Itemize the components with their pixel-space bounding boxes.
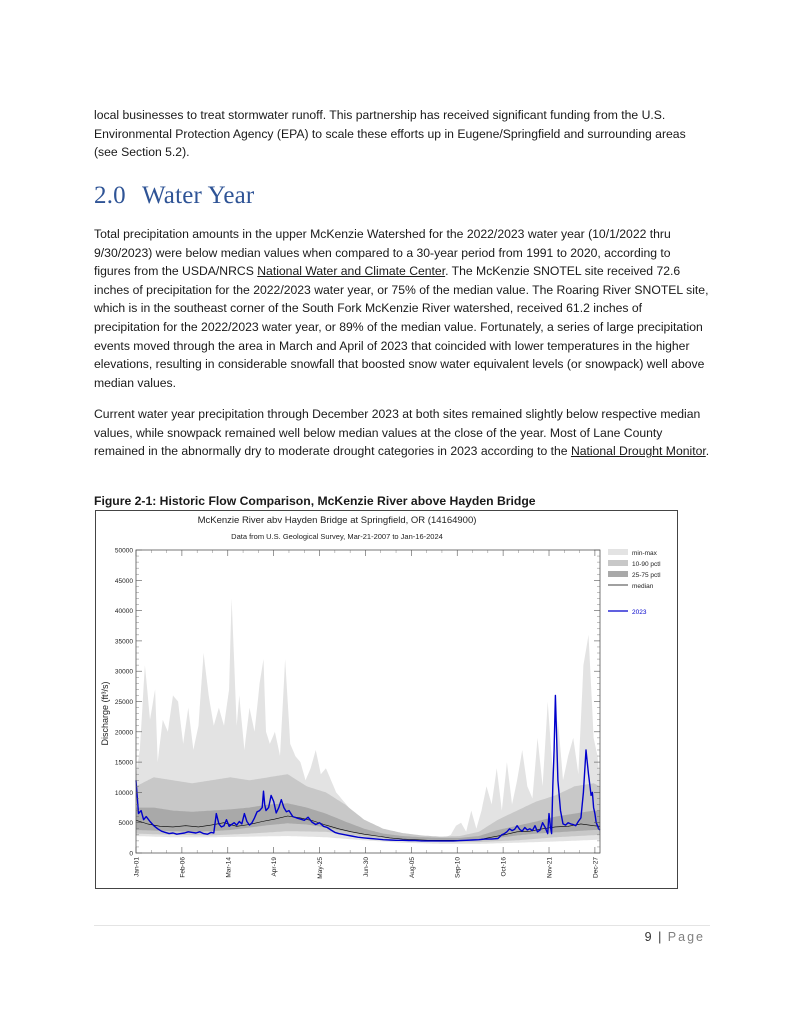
legend-label: 25-75 pctl bbox=[632, 572, 661, 579]
drought-paragraph bbox=[94, 405, 710, 461]
nwcc-link[interactable]: National Water and Climate Center bbox=[257, 264, 446, 279]
legend-label: median bbox=[632, 583, 654, 590]
x-tick-label: Mar-14 bbox=[225, 857, 233, 878]
figure-caption: Figure 2-1: Historic Flow Comparison, McKenzie River above Hayden Bridge bbox=[94, 494, 536, 508]
x-tick-label: Dec-27 bbox=[592, 857, 600, 878]
x-tick-label: Nov-21 bbox=[546, 857, 554, 878]
x-tick-label: Apr-19 bbox=[271, 857, 279, 877]
legend-swatch-2 bbox=[608, 560, 628, 566]
section-heading bbox=[94, 182, 254, 210]
drought-monitor-link[interactable]: National Drought Monitor bbox=[570, 444, 706, 459]
x-tick-label: Aug-05 bbox=[408, 857, 416, 878]
legend-swatch-1 bbox=[608, 549, 628, 555]
drought-text-b: . bbox=[705, 444, 710, 459]
footer-rule bbox=[94, 925, 710, 926]
chart-title: McKenzie River abv Hayden Bridge at Springfield, OR (14164900) bbox=[197, 515, 477, 526]
x-tick-label: Jan-01 bbox=[133, 857, 141, 877]
x-tick-label: Feb-06 bbox=[179, 857, 187, 878]
y-tick-label: 10000 bbox=[114, 789, 133, 797]
x-tick-label: Jun-30 bbox=[362, 857, 370, 877]
y-tick-label: 15000 bbox=[114, 759, 133, 767]
y-tick-label: 45000 bbox=[114, 577, 133, 585]
precip-paragraph bbox=[94, 225, 710, 392]
legend-swatch-3 bbox=[608, 571, 628, 577]
chart-subtitle: Data from U.S. Geological Survey, Mar-21-2007 to Jan-16-2024 bbox=[231, 532, 443, 541]
precip-text-b: . The McKenzie SNOTEL site received 72.6 inches of precipitation for the 2022/2023 water year, or 75% of the median value. The Roaring River SNOTEL site, which is in the southeast corner of the South Fork McKenzie River watershed, received 61.2 inches of precipitation for the 2022/2023 water year, or 89% of the median value. Fortunately, a series of large precipitation events moved through the area in March and April of 2023 that coincided with lower temperatures in the higher elevations, resulting in considerable snowfall that boosted snow water equivalent levels (or snowpack) well above median values. bbox=[94, 264, 709, 390]
legend-label: 10-90 pctl bbox=[632, 561, 661, 568]
y-tick-label: 5000 bbox=[118, 820, 133, 828]
section-number: 2.0 bbox=[94, 182, 126, 209]
y-tick-label: 30000 bbox=[114, 668, 133, 676]
legend-label: min-max bbox=[632, 550, 657, 557]
y-tick-label: 20000 bbox=[114, 729, 133, 737]
page-number: 9 bbox=[644, 930, 653, 944]
y-tick-label: 50000 bbox=[114, 547, 133, 555]
x-tick-label: Oct-16 bbox=[500, 857, 508, 877]
x-tick-label: May-25 bbox=[317, 857, 325, 879]
y-tick-label: 0 bbox=[129, 850, 133, 858]
y-axis-label: Discharge (ft³/s) bbox=[100, 681, 110, 746]
page-footer bbox=[645, 930, 705, 944]
x-tick-label: Sep-10 bbox=[454, 857, 462, 878]
intro-paragraph: local businesses to treat stormwater runoff. This partnership has received significant funding from the U.S. Environmental Protection Agency (EPA) to scale these efforts up in Eugene/Springfield and surrounding areas (see Section 5.2). bbox=[94, 108, 686, 160]
precip-text-a: Total precipitation amounts in the upper McKenzie Watershed for the 2022/2023 water year (10/1/2022 thru 9/30/2023) were below median values when compared to a 30-year period from 1991 to 2020, according to figures from the USDA/NRCS bbox=[94, 227, 671, 279]
flow-chart bbox=[95, 510, 678, 889]
drought-text-a: Current water year precipitation through December 2023 at both sites remained slightly below respective median values, while snowpack remained well below median values at the close of the year. Most of Lane County remained in the abnormally dry to moderate drought categories in 2023 according to the bbox=[94, 407, 701, 459]
y-tick-label: 35000 bbox=[114, 638, 133, 646]
chart-canvas bbox=[96, 511, 677, 888]
section-title: Water Year bbox=[142, 182, 255, 209]
page-label: Page bbox=[667, 930, 705, 944]
y-tick-label: 40000 bbox=[114, 608, 133, 616]
footer-separator: | bbox=[658, 930, 662, 944]
legend-label: 2023 bbox=[632, 609, 647, 616]
y-tick-label: 25000 bbox=[114, 699, 133, 706]
